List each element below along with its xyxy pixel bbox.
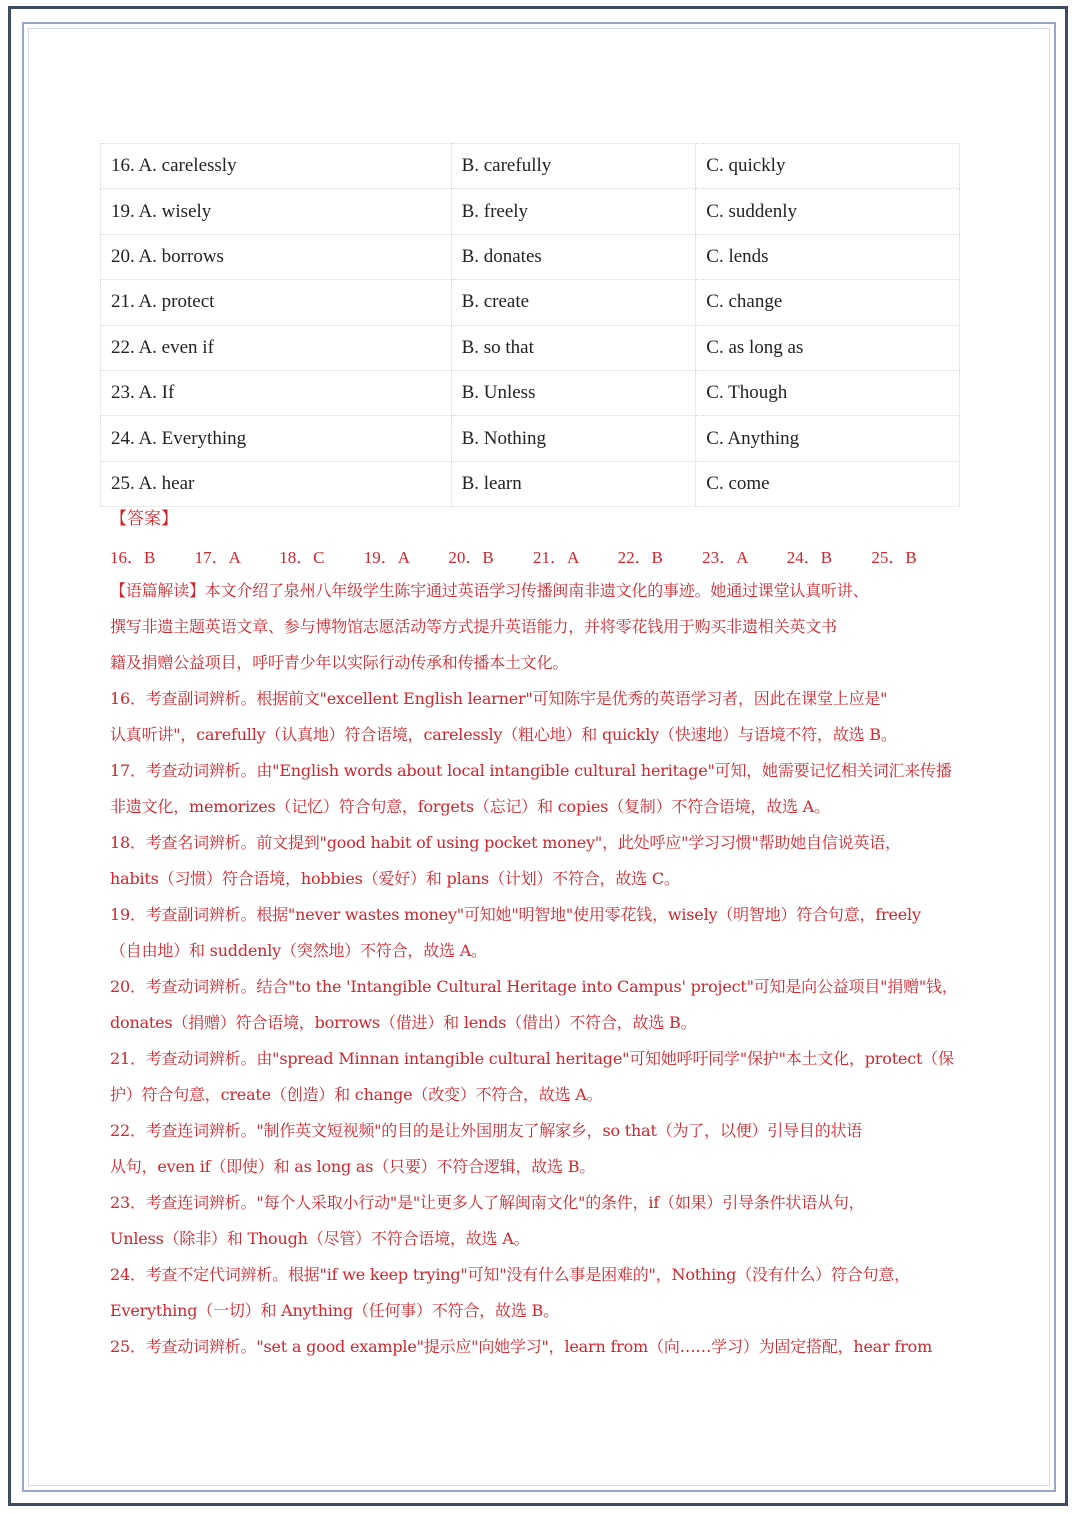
explanation-line: 认真听讲"，carefully（认真地）符合语境，carelessly（粗心地）和 quickly（快速地）与语境不符，故选 B。 (110, 725, 897, 744)
explanation-line: 20．考查动词辨析。结合"to the 'Intangible Cultural Heritage into Campus' project"可知是向公益项目"捐赠"钱， (110, 977, 958, 996)
option-b: B. carefully (451, 144, 696, 189)
table-row (101, 325, 960, 370)
answer-key: 19．A (363, 547, 411, 567)
option-c: C. Anything (696, 416, 960, 461)
table-row (101, 280, 960, 325)
explanation-text (110, 573, 975, 1365)
option-c: C. change (696, 280, 960, 325)
option-a: 23. A. If (101, 370, 452, 415)
option-a: 21. A. protect (101, 280, 452, 325)
option-a: 16. A. carelessly (101, 144, 452, 189)
table-row (101, 234, 960, 279)
explanation-line: 17．考查动词辨析。由"English words about local intangible cultural heritage"可知，她需要记忆相关词汇来传播 (110, 761, 952, 780)
explanation-line: donates（捐赠）符合语境，borrows（借进）和 lends（借出）不符合，故选 B。 (110, 1013, 697, 1032)
explanation-line: 25．考查动词辨析。"set a good example"提示应"向她学习"，learn from（向……学习）为固定搭配，hear from (110, 1337, 933, 1356)
answer-key: 16．B (110, 547, 156, 567)
option-a: 22. A. even if (101, 325, 452, 370)
table-row (101, 189, 960, 234)
option-a: 24. A. Everything (101, 416, 452, 461)
explanation-line: 24．考查不定代词辨析。根据"if we keep trying"可知"没有什么事是困难的"，Nothing（没有什么）符合句意， (110, 1265, 910, 1284)
table-row (101, 461, 960, 506)
answer-key: 17．A (194, 547, 241, 567)
options-table (100, 143, 960, 507)
answer-heading: 【答案】 (110, 509, 178, 529)
explanation-line: 护）符合句意，create（创造）和 change（改变）不符合，故选 A。 (110, 1085, 603, 1104)
explanation-line: 22．考查连词辨析。"制作英文短视频"的目的是让外国朋友了解家乡，so that（为了，以便）引导目的状语 (110, 1121, 863, 1140)
option-a: 25. A. hear (101, 461, 452, 506)
answer-key: 18．C (279, 547, 325, 567)
table-row (101, 144, 960, 189)
option-b: B. donates (451, 234, 696, 279)
table-row (101, 416, 960, 461)
explanation-line: 籍及捐赠公益项目，呼吁青少年以实际行动传承和传播本土文化。 (110, 653, 569, 672)
explanation-line: Everything（一切）和 Anything（任何事）不符合，故选 B。 (110, 1301, 559, 1320)
explanation-line: habits（习惯）符合语境，hobbies（爱好）和 plans（计划）不符合，故选 C。 (110, 869, 680, 888)
option-c: C. lends (696, 234, 960, 279)
answer-key: 22．B (617, 547, 663, 567)
option-b: B. freely (451, 189, 696, 234)
answer-key: 24．B (786, 547, 833, 567)
option-a: 19. A. wisely (101, 189, 452, 234)
option-c: C. as long as (696, 325, 960, 370)
option-c: C. quickly (696, 144, 960, 189)
option-b: B. Unless (451, 370, 696, 415)
explanation-line: 19．考查副词辨析。根据"never wastes money"可知她"明智地"使用零花钱，wisely（明智地）符合句意，freely (110, 905, 921, 924)
explanation-line: 非遗文化，memorizes（记忆）符合句意，forgets（忘记）和 copies（复制）不符合语境，故选 A。 (110, 797, 830, 816)
explanation-line: 撰写非遗主题英语文章、参与博物馆志愿活动等方式提升英语能力，并将零花钱用于购买非遗相关英文书 (110, 617, 837, 636)
explanation-line: （自由地）和 suddenly（突然地）不符合，故选 A。 (110, 941, 487, 960)
answer-key: 20．B (448, 547, 494, 567)
answer-key: 25．B (871, 547, 917, 567)
explanation-line: 【语篇解读】本文介绍了泉州八年级学生陈宇通过英语学习传播闽南非遗文化的事迹。她通过课堂认真听讲、 (110, 581, 869, 600)
option-b: B. Nothing (451, 416, 696, 461)
option-a: 20. A. borrows (101, 234, 452, 279)
explanation-line: 从句，even if（即使）和 as long as（只要）不符合逻辑，故选 B。 (110, 1157, 596, 1176)
explanation-line: 23．考查连词辨析。"每个人采取小行动"是"让更多人了解闽南文化"的条件，if（如果）引导条件状语从句， (110, 1193, 865, 1212)
option-c: C. Though (696, 370, 960, 415)
explanation-line: 16．考查副词辨析。根据前文"excellent English learner"可知陈宇是优秀的英语学习者，因此在课堂上应是" (110, 689, 888, 708)
explanation-line: 18．考查名词辨析。前文提到"good habit of using pocket money"，此处呼应"学习习惯"帮助她自信说英语， (110, 833, 901, 852)
option-c: C. come (696, 461, 960, 506)
option-b: B. so that (451, 325, 696, 370)
table-row (101, 370, 960, 415)
option-b: B. learn (451, 461, 696, 506)
answer-key-row (110, 537, 975, 573)
answer-key: 21．A (532, 547, 580, 567)
explanation-line: Unless（除非）和 Though（尽管）不符合语境，故选 A。 (110, 1229, 530, 1248)
answer-section (110, 505, 975, 1365)
explanation-line: 21．考查动词辨析。由"spread Minnan intangible cultural heritage"可知她呼吁同学"保护"本土文化，protect（保 (110, 1049, 954, 1068)
option-b: B. create (451, 280, 696, 325)
option-c: C. suddenly (696, 189, 960, 234)
answer-key: 23．A (702, 547, 749, 567)
